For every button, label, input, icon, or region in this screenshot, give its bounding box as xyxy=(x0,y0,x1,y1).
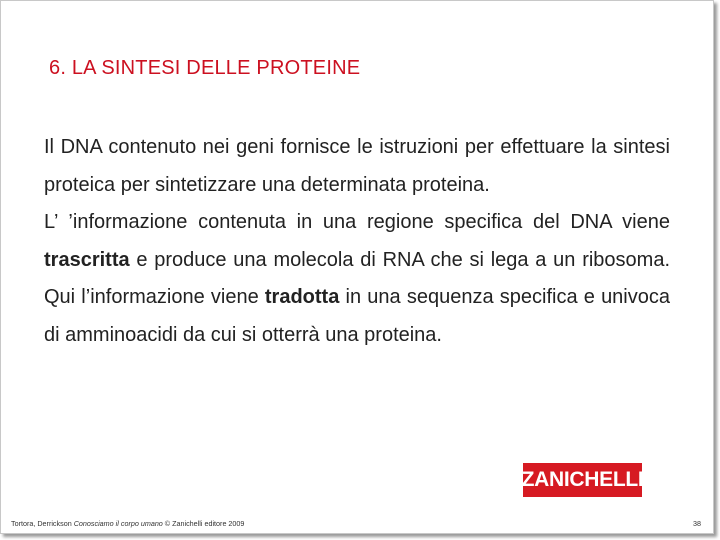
paragraph-text: e produce una molecola di RNA che si lega a un ribosoma. Qui l’informazione viene xyxy=(44,248,670,309)
paragraph-text: L’ ’informazione contenuta in una regione specifica del DNA viene xyxy=(44,211,670,234)
footer-publisher: © Zanichelli editore 2009 xyxy=(162,519,245,528)
page-number: 38 xyxy=(693,519,701,528)
footer-credits xyxy=(11,519,244,528)
term-trascritta: trascritta xyxy=(44,248,130,271)
footer-book-title: Conosciamo il corpo umano xyxy=(73,519,163,528)
paragraph-dna-instructions: Il DNA contenuto nei geni fornisce le istruzioni per effettuare la sintesi proteica per sintetizzare una determinata proteina. xyxy=(44,136,670,196)
footer-authors: Tortora, Derrickson xyxy=(11,519,74,528)
slide-title: 6. LA SINTESI DELLE PROTEINE xyxy=(49,57,361,79)
slide-body xyxy=(44,129,670,355)
term-tradotta: tradotta xyxy=(264,286,340,309)
logo-text: ZANICHELLI xyxy=(521,468,644,491)
paragraph-transcription-translation xyxy=(44,204,670,354)
zanichelli-logo xyxy=(523,463,642,497)
paragraph-text: in una sequenza specifica e univoca di amminoacidi da cui si otterrà una proteina. xyxy=(44,286,670,346)
